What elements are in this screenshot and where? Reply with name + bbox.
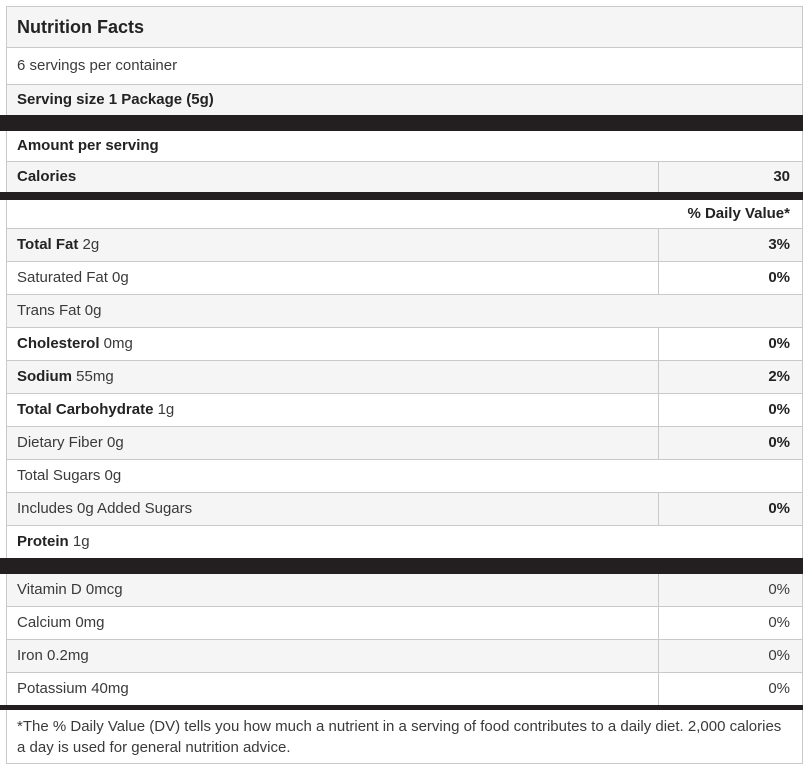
nutrient-row-total-sugars bbox=[7, 460, 802, 493]
vitamin-row-vitamin-d bbox=[7, 574, 802, 607]
nutrient-name-bold: Total Carbohydrate bbox=[17, 401, 154, 418]
nutrient-name bbox=[7, 526, 802, 558]
nutrient-name bbox=[7, 460, 802, 492]
vitamin-daily-value: 0% bbox=[658, 640, 802, 672]
nutrient-amount: 0mg bbox=[99, 335, 133, 352]
nutrient-daily-value: 0% bbox=[658, 493, 802, 525]
servings-per-container-row bbox=[7, 48, 802, 85]
calories-row bbox=[7, 162, 802, 192]
nutrient-name-bold: Protein bbox=[17, 533, 69, 550]
daily-value-header-text: % Daily Value* bbox=[687, 205, 790, 222]
nutrient-name bbox=[7, 493, 658, 525]
nutrient-daily-value: 2% bbox=[658, 361, 802, 393]
daily-value-header-row bbox=[7, 200, 802, 229]
nutrient-row-dietary-fiber bbox=[7, 427, 802, 460]
nutrient-name-bold: Cholesterol bbox=[17, 335, 100, 352]
vitamin-name: Calcium 0mg bbox=[17, 614, 105, 631]
nutrient-daily-value: 0% bbox=[658, 427, 802, 459]
nutrient-name bbox=[7, 295, 802, 327]
separator-bar-medium bbox=[0, 192, 803, 200]
nutrient-row-total-fat bbox=[7, 229, 802, 262]
nutrient-daily-value: 0% bbox=[658, 394, 802, 426]
vitamin-row-potassium bbox=[7, 673, 802, 705]
nutrient-name bbox=[7, 427, 658, 459]
separator-bar-thick-top bbox=[0, 115, 803, 131]
nutrient-row-trans-fat bbox=[7, 295, 802, 328]
amount-per-serving-row bbox=[7, 131, 802, 162]
calories-label: Calories bbox=[17, 168, 77, 185]
nutrient-row-added-sugars bbox=[7, 493, 802, 526]
nutrient-name bbox=[7, 262, 658, 294]
nutrient-daily-value: 0% bbox=[658, 262, 802, 294]
nutrient-amount: Dietary Fiber 0g bbox=[17, 434, 124, 451]
nutrient-amount: 55mg bbox=[72, 368, 114, 385]
nutrient-name bbox=[7, 328, 658, 360]
nutrient-amount: Saturated Fat 0g bbox=[17, 269, 129, 286]
vitamin-name: Potassium 40mg bbox=[17, 680, 129, 697]
label-title-row bbox=[7, 7, 802, 48]
nutrient-amount: Total Sugars 0g bbox=[17, 467, 122, 484]
nutrient-row-total-carbohydrate bbox=[7, 394, 802, 427]
vitamin-daily-value: 0% bbox=[658, 673, 802, 705]
nutrient-row-sodium bbox=[7, 361, 802, 394]
nutrient-name bbox=[7, 361, 658, 393]
nutrient-daily-value: 3% bbox=[658, 229, 802, 261]
nutrient-amount: Includes 0g Added Sugars bbox=[17, 500, 193, 517]
footnote-row bbox=[7, 710, 802, 763]
amount-per-serving-text: Amount per serving bbox=[17, 137, 159, 154]
vitamin-row-calcium bbox=[7, 607, 802, 640]
nutrient-row-saturated-fat bbox=[7, 262, 802, 295]
vitamin-name: Iron 0.2mg bbox=[17, 647, 89, 664]
nutrient-name bbox=[7, 394, 658, 426]
nutrient-amount: 2g bbox=[78, 236, 100, 253]
nutrient-amount: 1g bbox=[68, 533, 90, 550]
separator-bar-thick-bottom bbox=[0, 558, 803, 574]
vitamin-row-iron bbox=[7, 640, 802, 673]
vitamin-daily-value: 0% bbox=[658, 607, 802, 639]
nutrient-row-protein bbox=[7, 526, 802, 558]
nutrient-amount: 1g bbox=[153, 401, 175, 418]
nutrient-daily-value: 0% bbox=[658, 328, 802, 360]
servings-per-container-text: 6 servings per container bbox=[17, 57, 178, 74]
vitamin-daily-value: 0% bbox=[658, 574, 802, 606]
serving-size-text: Serving size 1 Package (5g) bbox=[17, 91, 214, 108]
label-title: Nutrition Facts bbox=[17, 17, 145, 37]
nutrient-name-bold: Total Fat bbox=[17, 236, 79, 253]
nutrient-amount: Trans Fat 0g bbox=[17, 302, 102, 319]
nutrient-name-bold: Sodium bbox=[17, 368, 72, 385]
serving-size-row bbox=[7, 85, 802, 115]
nutrient-name bbox=[7, 229, 658, 261]
nutrition-facts-label bbox=[6, 6, 803, 764]
daily-value-footnote: *The % Daily Value (DV) tells you how much a nutrient in a serving of food contributes to a daily diet. 2,000 calories a day is used for general nutrition advice. bbox=[17, 718, 782, 756]
calories-value: 30 bbox=[658, 162, 802, 192]
nutrient-row-cholesterol bbox=[7, 328, 802, 361]
vitamin-name: Vitamin D 0mcg bbox=[17, 581, 123, 598]
